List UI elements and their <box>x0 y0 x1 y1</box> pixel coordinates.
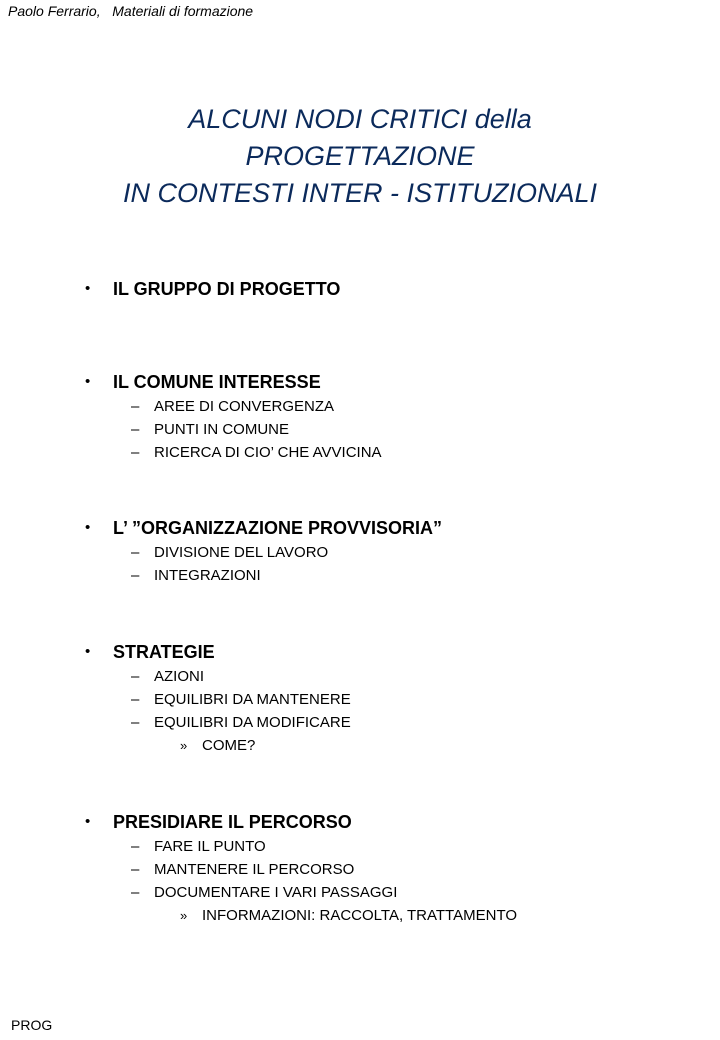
list-item-text: RICERCA DI CIO’ CHE AVVICINA <box>154 444 382 461</box>
list-item-text: DIVISIONE DEL LAVORO <box>154 544 329 561</box>
section-strategie <box>0 639 720 757</box>
section-organizzazione-provvisoria <box>0 515 720 587</box>
list-item-text: EQUILIBRI DA MANTENERE <box>154 691 351 708</box>
bullet-icon: • <box>85 519 91 536</box>
list-item <box>0 441 720 464</box>
section-heading: L’ ”ORGANIZZAZIONE PROVVISORIA” <box>113 518 443 538</box>
section-heading: STRATEGIE <box>113 642 215 662</box>
list-item <box>0 881 720 904</box>
list-item-text: AZIONI <box>154 668 205 685</box>
dash-icon: – <box>131 884 140 901</box>
title-line-3: IN CONTESTI INTER - ISTITUZIONALI <box>122 178 598 208</box>
raquo-icon: » <box>180 908 188 923</box>
list-item-text: FARE IL PUNTO <box>154 838 266 855</box>
dash-icon: – <box>131 544 140 561</box>
dash-icon: – <box>131 668 140 685</box>
list-item <box>0 564 720 587</box>
list-item-text: DOCUMENTARE I VARI PASSAGGI <box>154 884 398 901</box>
list-item-text: PUNTI IN COMUNE <box>154 421 289 438</box>
bullet-icon: • <box>85 373 91 390</box>
dash-icon: – <box>131 398 140 415</box>
sub-list-item <box>0 904 720 927</box>
list-item <box>0 395 720 418</box>
dash-icon: – <box>131 838 140 855</box>
list-item <box>0 835 720 858</box>
dash-icon: – <box>131 567 140 584</box>
dash-icon: – <box>131 421 140 438</box>
sub-list-item-text: COME? <box>202 737 256 754</box>
title-line-2: PROGETTAZIONE <box>245 141 475 171</box>
list-item-text: EQUILIBRI DA MODIFICARE <box>154 714 351 731</box>
sub-list-item <box>0 734 720 757</box>
page-footer: PROG <box>11 1017 53 1033</box>
list-item-text: AREE DI CONVERGENZA <box>154 398 335 415</box>
section-presidiare-il-percorso <box>0 809 720 927</box>
dash-icon: – <box>131 444 140 461</box>
bullet-icon: • <box>85 813 91 830</box>
list-item <box>0 665 720 688</box>
section-heading: IL GRUPPO DI PROGETTO <box>113 279 341 299</box>
bullet-icon: • <box>85 643 91 660</box>
list-item <box>0 541 720 564</box>
title-line-1: ALCUNI NODI CRITICI della <box>188 104 532 134</box>
sub-list-item-text: INFORMAZIONI: RACCOLTA, TRATTAMENTO <box>202 907 518 924</box>
raquo-icon: » <box>180 738 188 753</box>
slide-title <box>0 101 720 212</box>
section-comune-interesse <box>0 369 720 464</box>
list-item <box>0 418 720 441</box>
section-heading: PRESIDIARE IL PERCORSO <box>113 812 352 832</box>
section-heading: IL COMUNE INTERESSE <box>113 372 321 392</box>
list-item-text: INTEGRAZIONI <box>154 567 261 584</box>
bullet-icon: • <box>85 280 91 297</box>
list-item <box>0 858 720 881</box>
page-header: Paolo Ferrario, Materiali di formazione <box>8 3 254 19</box>
dash-icon: – <box>131 861 140 878</box>
list-item <box>0 711 720 734</box>
list-item <box>0 688 720 711</box>
section-gruppo-di-progetto <box>0 276 720 302</box>
list-item-text: MANTENERE IL PERCORSO <box>154 861 355 878</box>
dash-icon: – <box>131 691 140 708</box>
dash-icon: – <box>131 714 140 731</box>
